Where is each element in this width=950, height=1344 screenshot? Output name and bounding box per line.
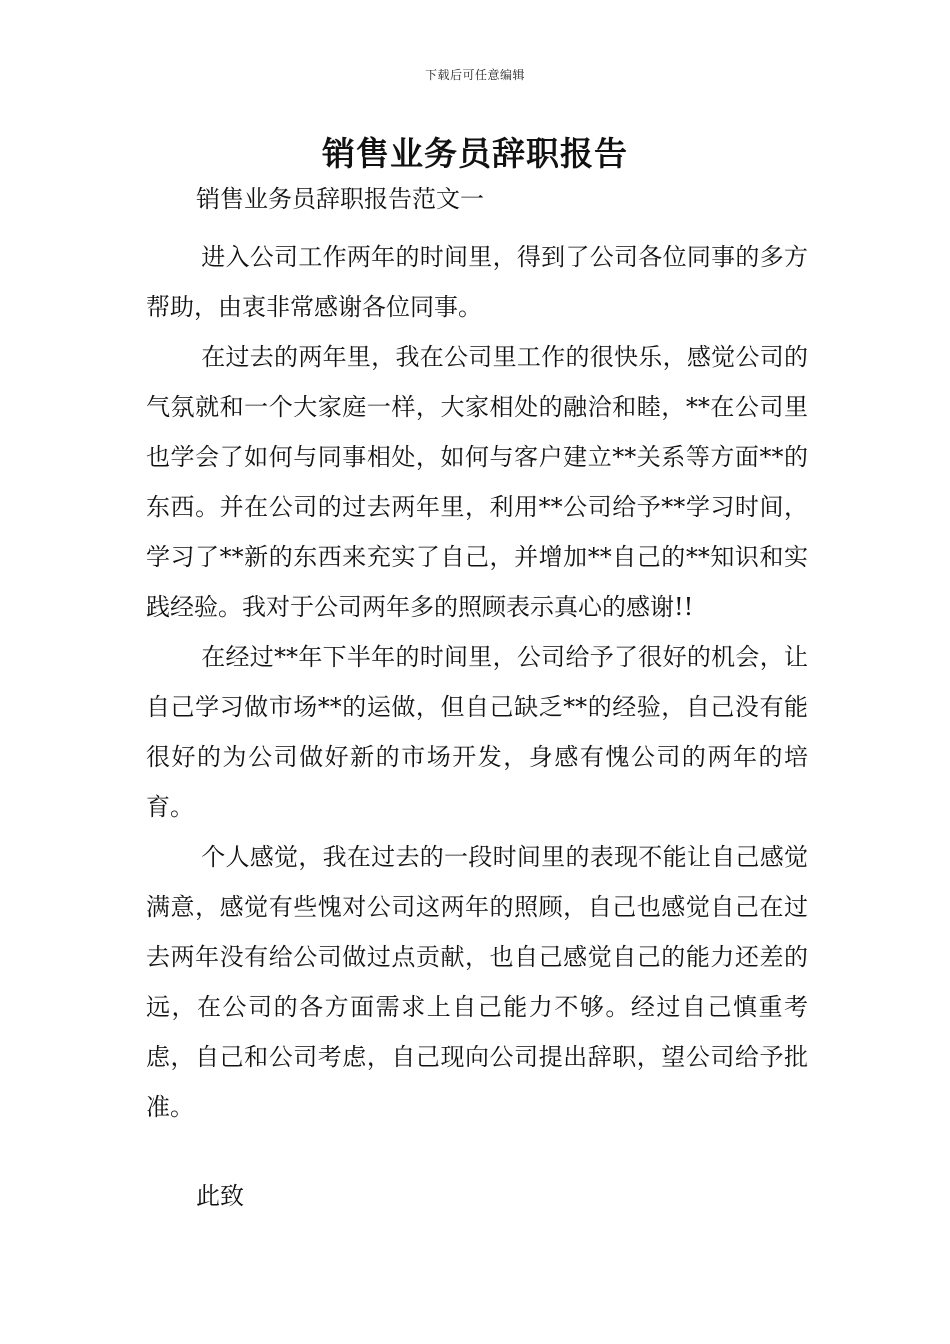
document-body bbox=[146, 232, 808, 1132]
document-subtitle: 销售业务员辞职报告范文一 bbox=[196, 185, 484, 213]
document-title: 销售业务员辞职报告 bbox=[322, 134, 628, 173]
paragraph-past-two-years: 在过去的两年里，我在公司里工作的很快乐，感觉公司的气氛就和一个大家庭一样，大家相处的融洽和睦，**在公司里也学会了如何与同事相处，如何与客户建立**关系等方面**的东西。并在公司的过去两年里，利用**公司给予**学习时间，学习了**新的东西来充实了自己，并增加**自己的**知识和实践经验。我对于公司两年多的照顾表示真心的感谢!! bbox=[146, 343, 808, 621]
paragraph-gratitude: 进入公司工作两年的时间里，得到了公司各位同事的多方帮助，由衷非常感谢各位同事。 bbox=[146, 243, 808, 321]
closing-salutation: 此致 bbox=[196, 1182, 244, 1210]
paragraph-resignation-reason: 个人感觉，我在过去的一段时间里的表现不能让自己感觉满意，感觉有些愧对公司这两年的照顾，自己也感觉自己在过去两年没有给公司做过点贡献，也自己感觉自己的能力还差的远，在公司的各方面需求上自己能力不够。经过自己慎重考虑，自己和公司考虑，自己现向公司提出辞职，望公司给予批准。 bbox=[146, 843, 808, 1121]
header-note: 下载后可任意编辑 bbox=[424, 68, 525, 82]
paragraph-market-opportunity: 在经过**年下半年的时间里，公司给予了很好的机会，让自己学习做市场**的运做，但自己缺乏**的经验，自己没有能很好的为公司做好新的市场开发，身感有愧公司的两年的培育。 bbox=[146, 643, 808, 821]
